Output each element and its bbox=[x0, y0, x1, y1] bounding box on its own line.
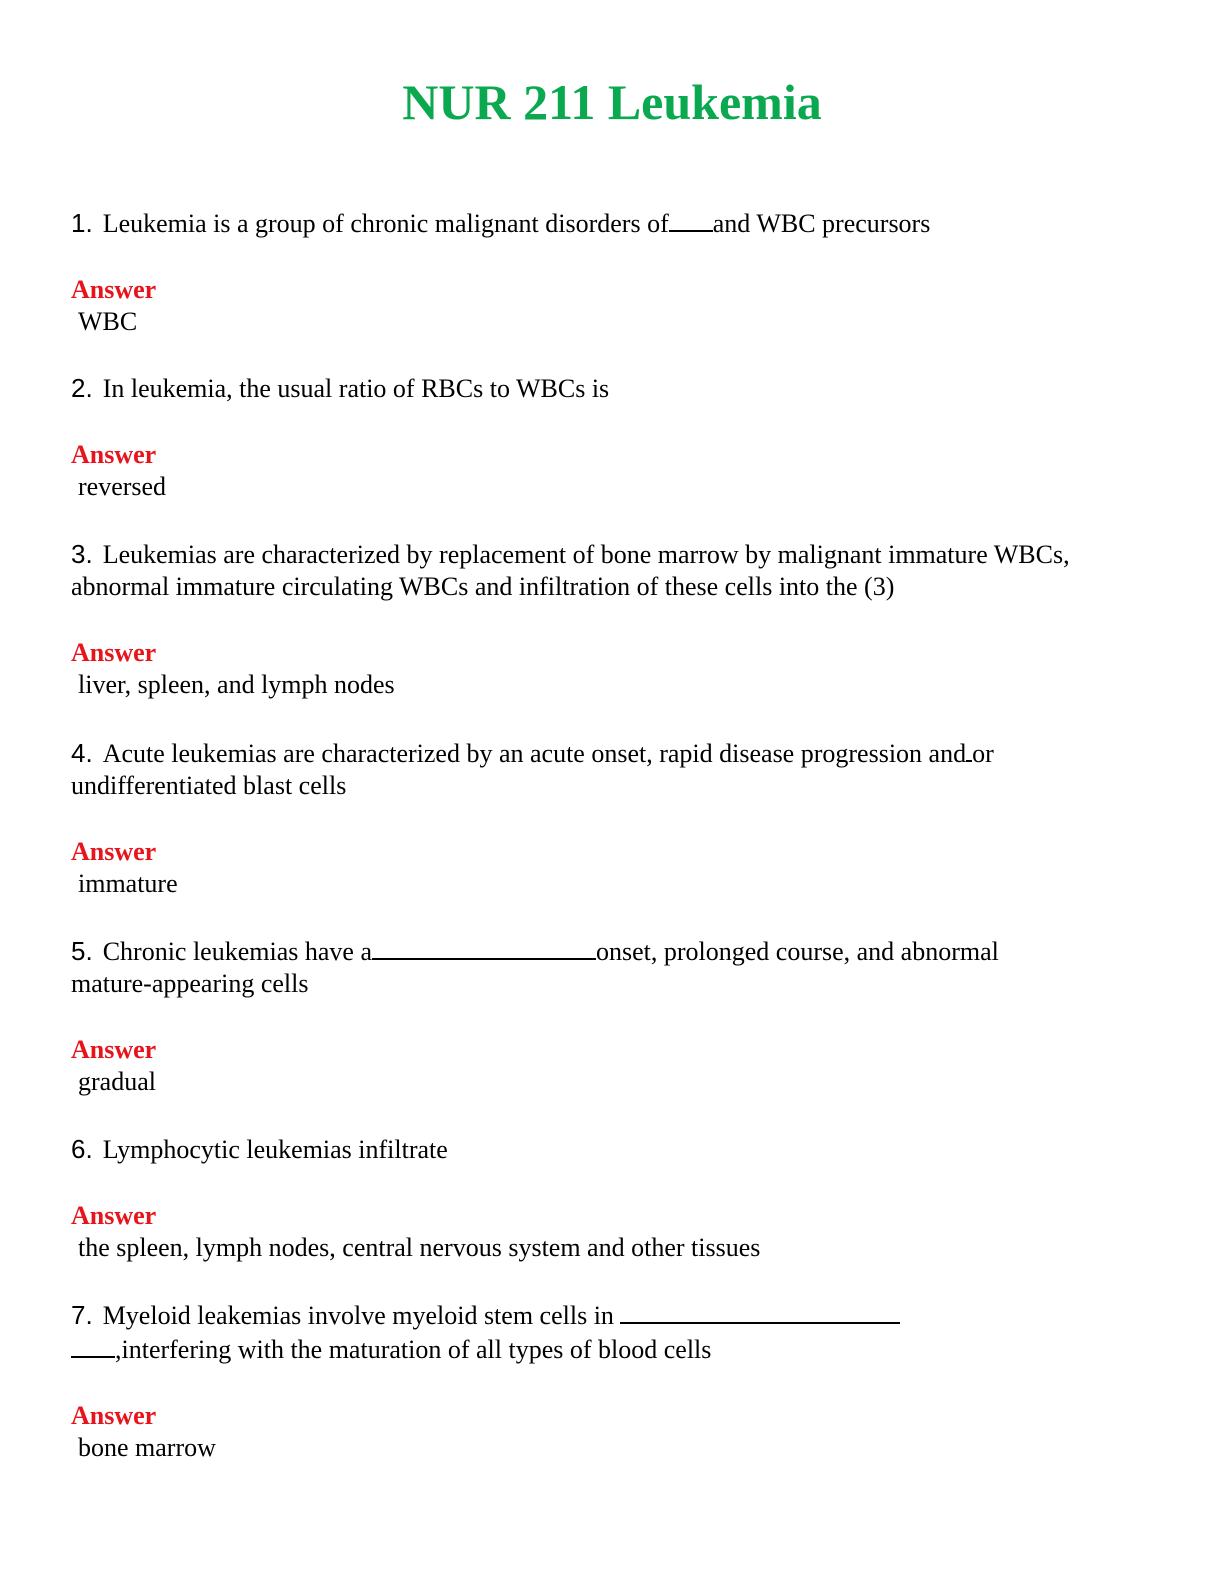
question-1 bbox=[71, 206, 1071, 240]
qa-item-7 bbox=[71, 1298, 1071, 1464]
question-2 bbox=[71, 372, 1071, 405]
question-text-end: or undifferentiated blast cells bbox=[71, 739, 994, 800]
question-6 bbox=[71, 1133, 1071, 1166]
question-number: 5. bbox=[71, 936, 93, 966]
answer-blank bbox=[620, 1298, 900, 1324]
question-number: 3. bbox=[71, 539, 93, 569]
question-3 bbox=[71, 538, 1071, 603]
answer-label: Answer bbox=[71, 837, 157, 866]
answer-blank-continued bbox=[71, 1332, 115, 1358]
question-text: In leukemia, the usual ratio of RBCs to WBCs is bbox=[102, 374, 610, 403]
answer-label: Answer bbox=[71, 1401, 157, 1430]
question-number: 6. bbox=[71, 1134, 93, 1164]
answer-text: the spleen, lymph nodes, central nervous system and other tissues bbox=[78, 1233, 761, 1262]
answer-text: WBC bbox=[78, 307, 138, 336]
question-text-start: Leukemia is a group of chronic malignant disorders of bbox=[102, 209, 669, 238]
question-text-start: Acute leukemias are characterized by an acute onset, rapid disease progression and bbox=[102, 739, 967, 768]
page-title: NUR 211 Leukemia bbox=[402, 74, 822, 130]
question-5 bbox=[71, 934, 1071, 1000]
question-text-end: ,interfering with the maturation of all types of blood cells bbox=[115, 1335, 712, 1364]
answer-blank bbox=[372, 934, 596, 960]
answer-text: immature bbox=[78, 869, 178, 898]
question-number: 7. bbox=[71, 1300, 93, 1330]
question-number: 2. bbox=[71, 373, 93, 403]
qa-item-3 bbox=[71, 538, 1071, 701]
answer-label: Answer bbox=[71, 1035, 157, 1064]
question-text-start: Chronic leukemias have a bbox=[102, 937, 372, 966]
question-text: Lymphocytic leukemias infiltrate bbox=[102, 1135, 448, 1164]
qa-item-4 bbox=[71, 736, 1071, 900]
question-text-start: Myeloid leakemias involve myeloid stem cells in bbox=[102, 1301, 614, 1330]
question-number: 4. bbox=[71, 738, 93, 768]
question-text-end: and WBC precursors bbox=[712, 209, 931, 238]
answer-text: gradual bbox=[78, 1067, 156, 1096]
qa-item-2 bbox=[71, 372, 1071, 503]
qa-item-1 bbox=[71, 206, 1071, 338]
question-text-end: onset, prolonged course, and abnormal mature-appearing cells bbox=[71, 937, 999, 998]
question-7 bbox=[71, 1298, 1071, 1366]
answer-label: Answer bbox=[71, 1201, 157, 1230]
answer-label: Answer bbox=[71, 275, 157, 304]
answer-text: bone marrow bbox=[78, 1433, 216, 1462]
qa-item-5 bbox=[71, 934, 1071, 1098]
answer-label: Answer bbox=[71, 440, 157, 469]
answer-text: reversed bbox=[78, 472, 167, 501]
question-4 bbox=[71, 736, 1071, 802]
question-number: 1. bbox=[71, 208, 93, 238]
answer-text: liver, spleen, and lymph nodes bbox=[78, 670, 395, 699]
answer-blank bbox=[669, 206, 713, 232]
qa-item-6 bbox=[71, 1133, 1071, 1264]
question-text: Leukemias are characterized by replacement of bone marrow by malignant immature WBCs, abnormal immature circulating WBCs and infiltration of these cells into the (3) bbox=[71, 540, 1070, 601]
answer-label: Answer bbox=[71, 638, 157, 667]
